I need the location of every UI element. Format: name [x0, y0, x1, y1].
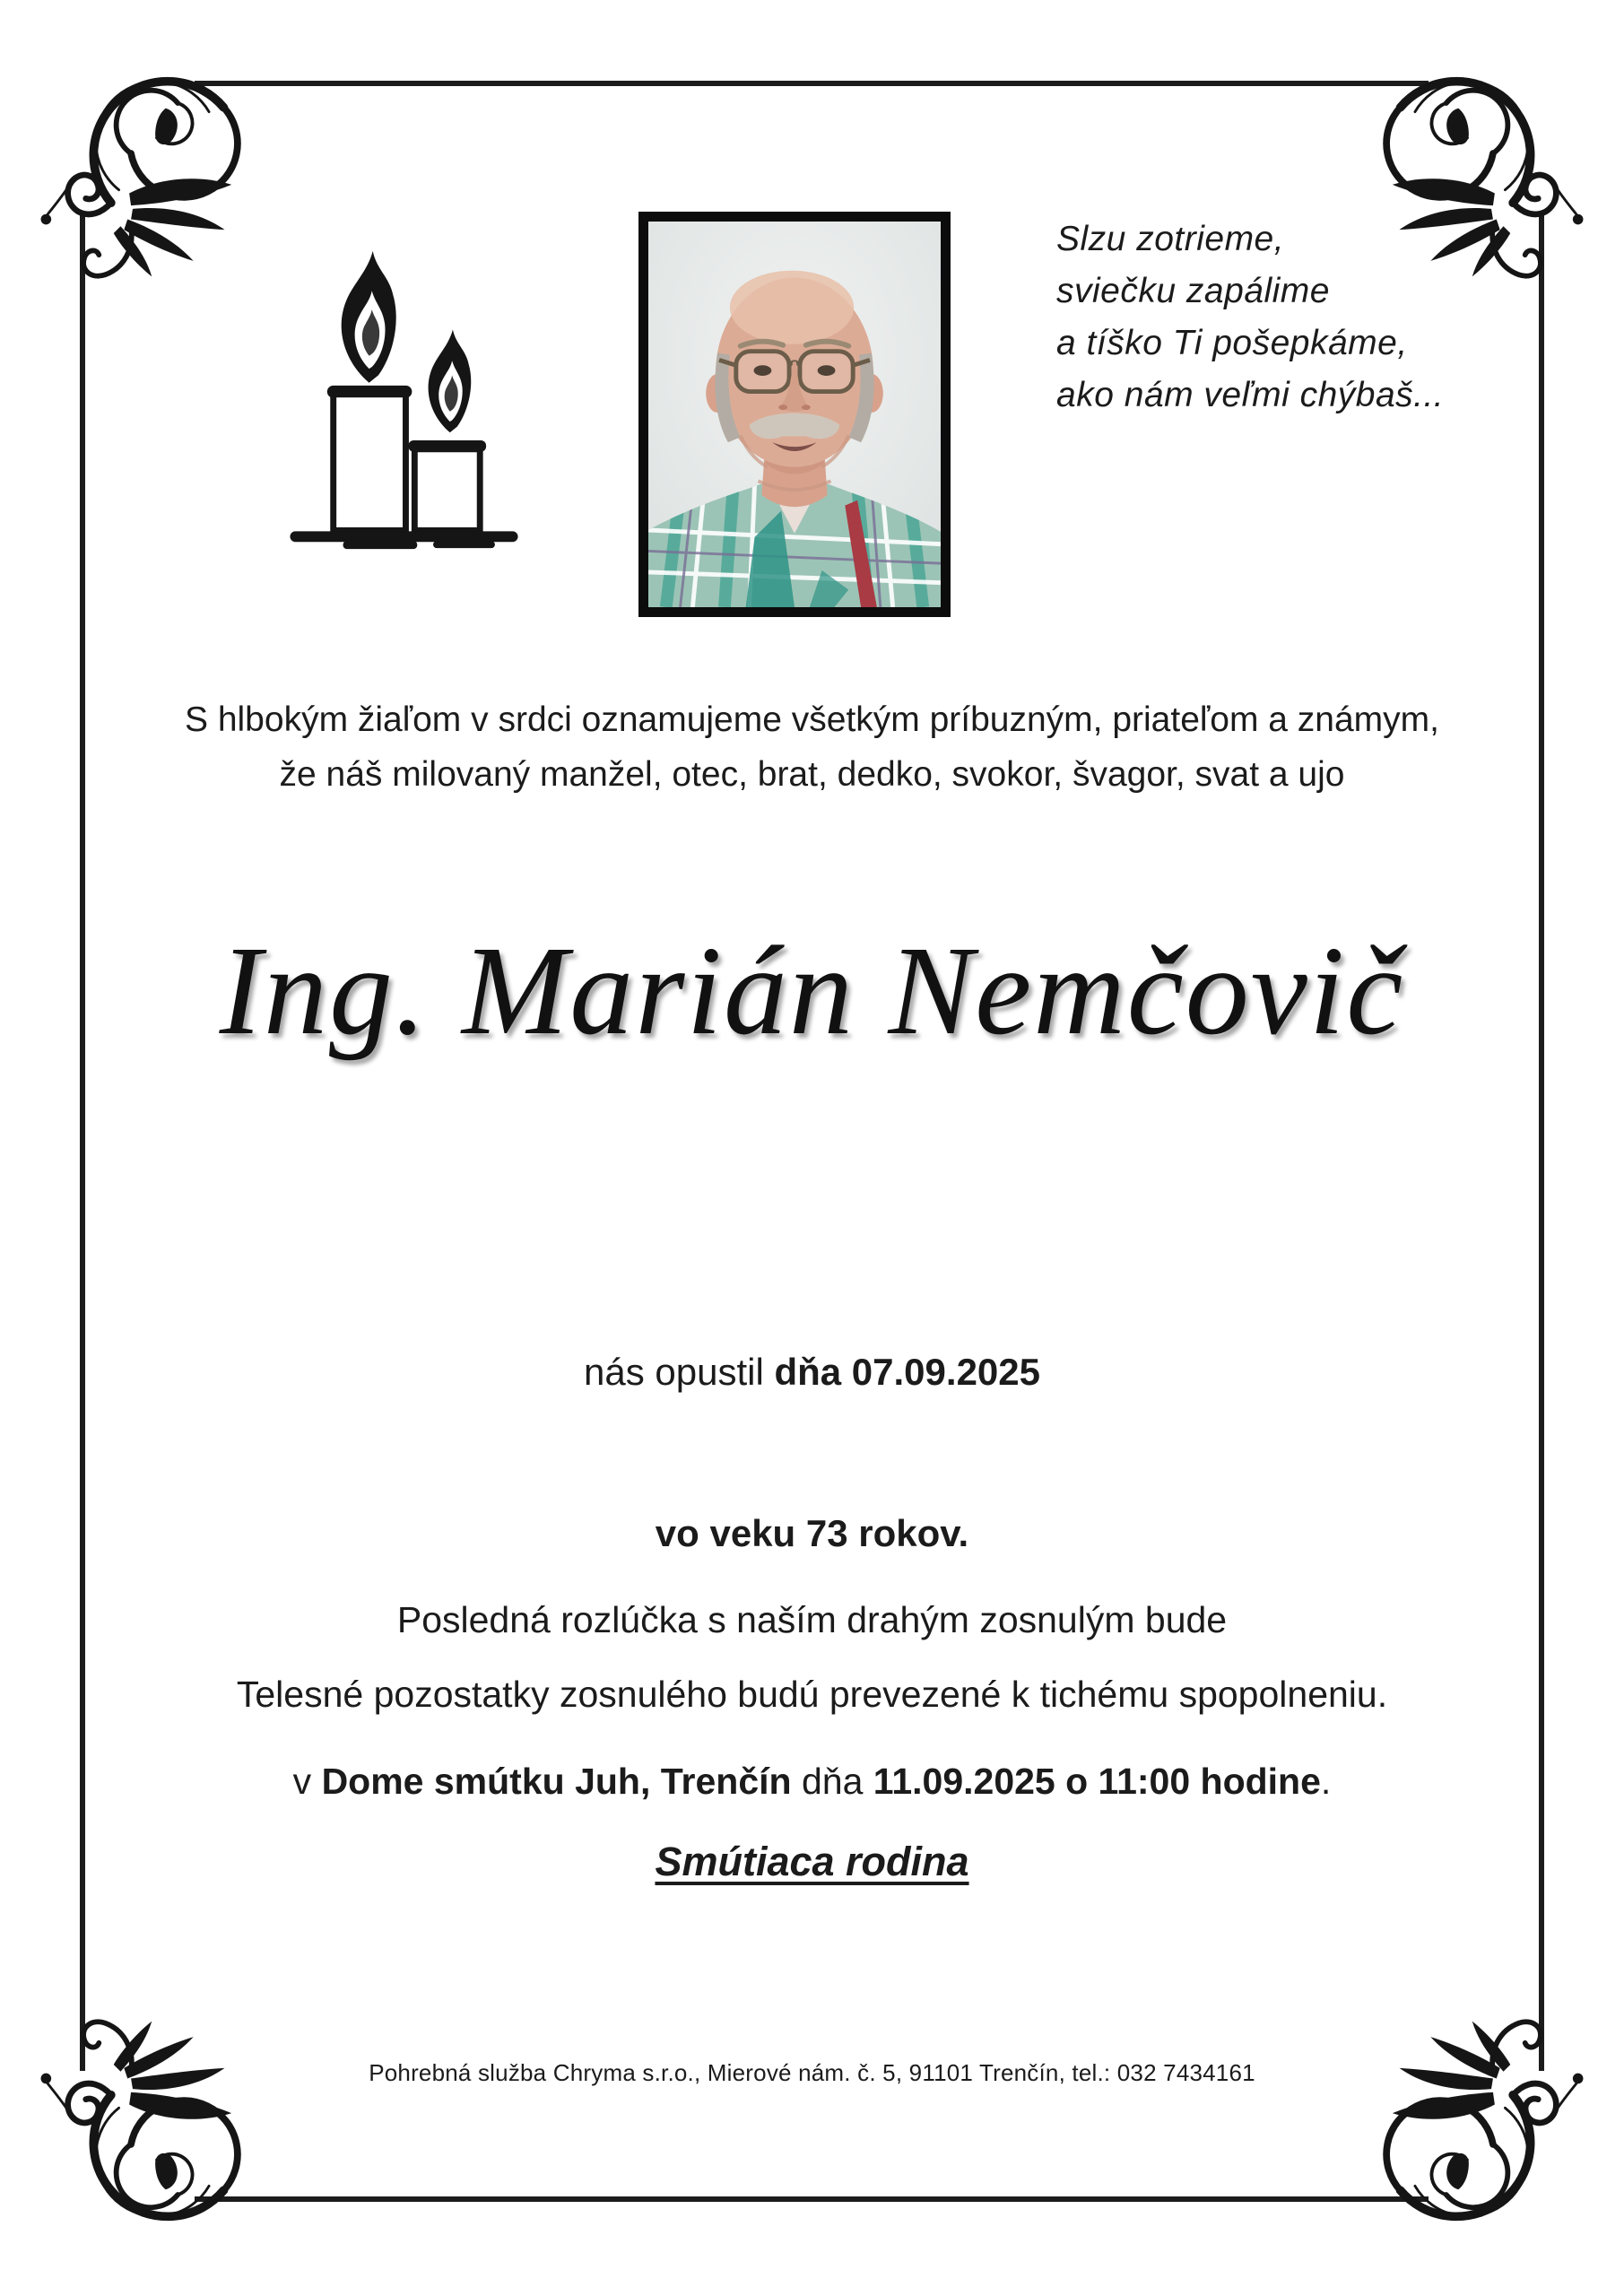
family-signature: Smútiaca rodina [655, 1839, 969, 1884]
funeral-suffix: . [1320, 1761, 1332, 1802]
announcement-text [0, 692, 1624, 802]
poem-line: ako nám veľmi chýbaš... [1056, 376, 1445, 414]
poem-line: a tíško Ti pošepkáme, [1056, 324, 1408, 362]
funeral-datetime: 11.09.2025 o 11:00 hodine [873, 1761, 1321, 1802]
funeral-mid: dňa [791, 1761, 873, 1802]
funeral-service-footer: Pohrebná služba Chryma s.r.o., Mierové nám. č. 5, 91101 Trenčín, tel.: 032 7434161 [369, 2059, 1255, 2086]
death-date-value: dňa 07.09.2025 [774, 1351, 1040, 1393]
announcement-line-2: že náš milovaný manžel, otec, brat, dedko, svokor, švagor, svat a ujo [279, 755, 1345, 794]
memorial-poem [1056, 213, 1444, 422]
poem-line: Slzu zotrieme, [1056, 220, 1285, 258]
funeral-prefix: v [292, 1761, 322, 1802]
death-date-prefix: nás opustil [583, 1351, 775, 1393]
death-age-value: vo veku 73 rokov. [655, 1512, 969, 1554]
deceased-name: Ing. Marián Nemčovič [219, 919, 1405, 1061]
frame-border-top [195, 81, 1429, 86]
portrait-photo [638, 212, 951, 617]
funeral-place: Dome smútku Juh, Trenčín [321, 1761, 792, 1802]
corner-flourish-icon [1359, 2013, 1597, 2273]
funeral-line-1: Posledná rozlúčka s naším drahým zosnulým bude [396, 1599, 1228, 1640]
corner-flourish-icon [27, 25, 265, 285]
funeral-line-2 [0, 1754, 1624, 1808]
candles-icon [258, 222, 550, 595]
death-date-line [0, 1345, 1624, 1399]
corner-flourish-icon [27, 2013, 265, 2273]
announcement-line-1: S hlbokým žiaľom v srdci oznamujeme všetkým príbuzným, priateľom a známym, [184, 700, 1439, 739]
cremation-note: Telesné pozostatky zosnulého budú prevezené k tichému spopolneniu. [236, 1674, 1388, 1715]
poem-line: sviečku zapálime [1056, 272, 1330, 310]
frame-border-bottom [195, 2196, 1429, 2202]
